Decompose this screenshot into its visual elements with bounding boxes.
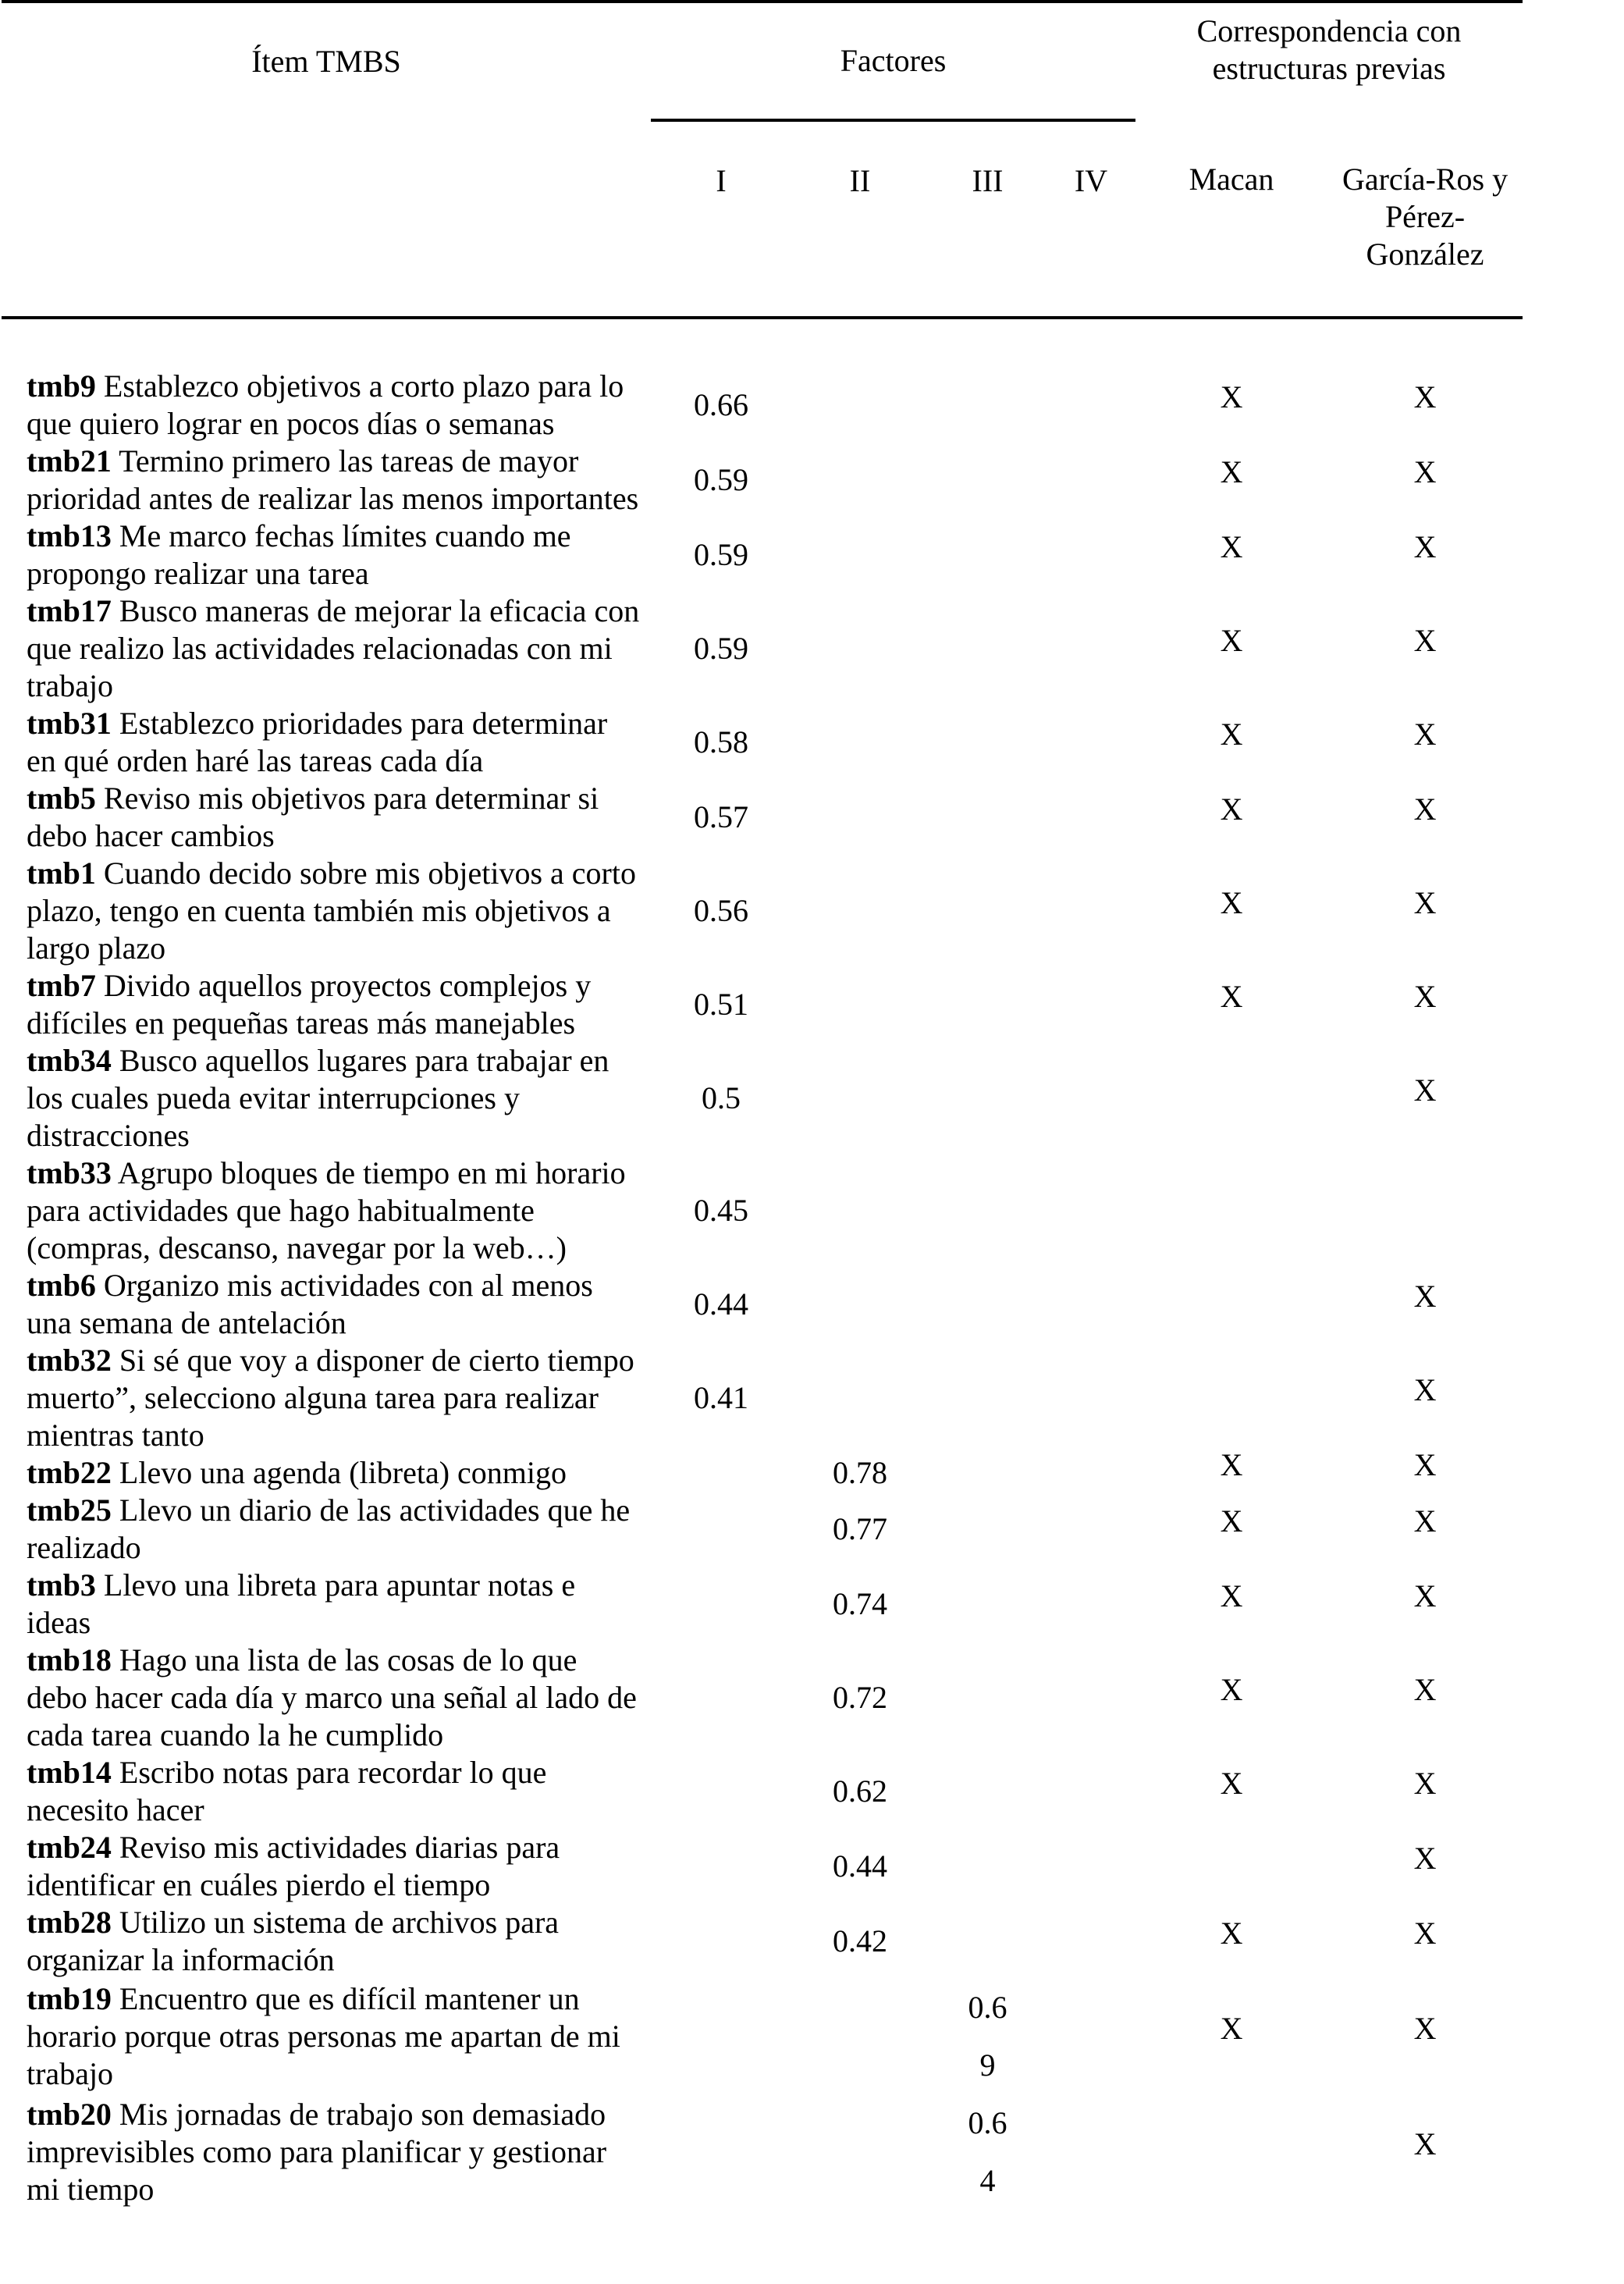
loading-value: 0.42 <box>833 1923 887 1958</box>
factor-3-loading <box>929 592 1047 705</box>
item-cell <box>2 1567 651 1642</box>
factor-4-loading <box>1047 1454 1135 1492</box>
factor-3-loading <box>929 443 1047 518</box>
loading-value: 0.59 <box>694 462 748 497</box>
macan-cell <box>1135 780 1327 855</box>
loading-value: 0.44 <box>833 1848 887 1884</box>
factor-1-loading <box>651 1042 791 1154</box>
table-row <box>2 705 1523 780</box>
garcia-mark: X <box>1413 1578 1437 1613</box>
garcia-cell <box>1327 1567 1523 1642</box>
factor-4-loading <box>1047 1567 1135 1642</box>
garcia-mark: X <box>1413 792 1437 827</box>
factor-4-loading <box>1047 1754 1135 1829</box>
item-cell <box>2 1642 651 1754</box>
table-row <box>2 1567 1523 1642</box>
factor-1-loading <box>651 1642 791 1754</box>
macan-mark: X <box>1220 1916 1243 1951</box>
factor-4-loading <box>1047 2094 1135 2210</box>
header-garcia: García-Ros y Pérez-González <box>1327 120 1523 318</box>
table-row <box>2 1904 1523 1979</box>
factor-1-loading <box>651 1754 791 1829</box>
loading-value: 0.41 <box>694 1380 748 1415</box>
item-code: tmb28 <box>27 1905 112 1940</box>
garcia-mark: X <box>1413 454 1437 489</box>
factor-3-loading <box>929 780 1047 855</box>
factor-3-loading <box>929 368 1047 443</box>
loading-value: 0.64 <box>968 2105 1007 2198</box>
garcia-mark: X <box>1413 2126 1437 2161</box>
factor-2-loading <box>791 1829 929 1904</box>
item-code: tmb34 <box>27 1043 112 1078</box>
factor-1-loading <box>651 780 791 855</box>
loading-value: 0.69 <box>968 1990 1007 2083</box>
garcia-cell <box>1327 1829 1523 1904</box>
factor-2-loading <box>791 518 929 592</box>
loading-value: 0.59 <box>694 537 748 572</box>
loading-value: 0.57 <box>694 799 748 834</box>
garcia-cell <box>1327 1979 1523 2094</box>
factor-2-loading <box>791 1754 929 1829</box>
macan-cell <box>1135 855 1327 967</box>
factor-1-loading <box>651 1567 791 1642</box>
item-text: Llevo un diario de las actividades que he realizado <box>27 1492 631 1565</box>
loading-value: 0.72 <box>833 1680 887 1715</box>
factor-4-loading <box>1047 1267 1135 1342</box>
garcia-mark: X <box>1413 1279 1437 1314</box>
item-text: Agrupo bloques de tiempo en mi horario para actividades que hago habitualmente (compras, descanso, navegar por la web…) <box>27 1155 626 1265</box>
item-text: Llevo una libreta para apuntar notas e ideas <box>27 1567 576 1640</box>
item-code: tmb3 <box>27 1567 96 1603</box>
macan-mark: X <box>1220 1578 1243 1613</box>
factor-3-loading <box>929 1567 1047 1642</box>
loading-value: 0.45 <box>694 1193 748 1228</box>
garcia-cell <box>1327 780 1523 855</box>
item-cell <box>2 1454 651 1492</box>
factor-4-loading <box>1047 443 1135 518</box>
loading-value: 0.59 <box>694 631 748 666</box>
item-text: Busco aquellos lugares para trabajar en los cuales pueda evitar interrupciones y distracciones <box>27 1043 609 1153</box>
macan-mark: X <box>1220 885 1243 920</box>
header-correspondence: Correspondencia con estructuras previas <box>1135 2 1523 120</box>
garcia-mark: X <box>1413 1916 1437 1951</box>
factor-1-loading <box>651 518 791 592</box>
factor-1-loading <box>651 592 791 705</box>
item-code: tmb22 <box>27 1455 112 1490</box>
item-text: Llevo una agenda (libreta) conmigo <box>119 1455 567 1490</box>
factor-3-loading <box>929 705 1047 780</box>
table-row <box>2 443 1523 518</box>
garcia-cell <box>1327 443 1523 518</box>
garcia-cell <box>1327 1642 1523 1754</box>
factor-1-loading <box>651 1829 791 1904</box>
table-row <box>2 1642 1523 1754</box>
factor-4-loading <box>1047 967 1135 1042</box>
item-cell <box>2 2094 651 2210</box>
garcia-cell <box>1327 705 1523 780</box>
item-text: Busco maneras de mejorar la eficacia con que realizo las actividades relacionadas con mi trabajo <box>27 593 640 703</box>
factor-4-loading <box>1047 1154 1135 1267</box>
item-cell <box>2 1904 651 1979</box>
factor-2-loading <box>791 368 929 443</box>
macan-cell <box>1135 1829 1327 1904</box>
factor-loadings-table <box>2 0 1523 2210</box>
factor-3-loading <box>929 1154 1047 1267</box>
factor-3-loading <box>929 1754 1047 1829</box>
table-row <box>2 1342 1523 1454</box>
macan-mark: X <box>1220 623 1243 658</box>
macan-mark: X <box>1220 979 1243 1014</box>
garcia-mark: X <box>1413 885 1437 920</box>
macan-cell <box>1135 1904 1327 1979</box>
item-code: tmb7 <box>27 968 96 1003</box>
macan-mark: X <box>1220 792 1243 827</box>
factor-3-loading <box>929 1042 1047 1154</box>
item-code: tmb32 <box>27 1343 112 1378</box>
header-factor-ii: II <box>791 120 929 318</box>
loading-value: 0.56 <box>694 893 748 928</box>
garcia-mark: X <box>1413 623 1437 658</box>
macan-mark: X <box>1220 1503 1243 1539</box>
factor-2-loading <box>791 1979 929 2094</box>
item-code: tmb33 <box>27 1155 112 1190</box>
item-code: tmb24 <box>27 1830 112 1865</box>
item-code: tmb20 <box>27 2097 112 2132</box>
macan-cell <box>1135 1447 1327 1492</box>
factor-1-loading <box>651 1154 791 1267</box>
item-code: tmb13 <box>27 518 112 553</box>
item-code: tmb19 <box>27 1981 112 2016</box>
factor-2-loading <box>791 1154 929 1267</box>
garcia-mark: X <box>1413 1841 1437 1876</box>
table-row <box>2 780 1523 855</box>
factor-2-loading <box>791 1642 929 1754</box>
factor-1-loading <box>651 2094 791 2210</box>
table-row <box>2 1829 1523 1904</box>
factor-4-loading <box>1047 592 1135 705</box>
loading-value: 0.66 <box>694 387 748 422</box>
garcia-cell <box>1327 967 1523 1042</box>
item-text: Utilizo un sistema de archivos para organizar la información <box>27 1905 560 1977</box>
garcia-mark: X <box>1413 1503 1437 1539</box>
garcia-mark: X <box>1413 1672 1437 1707</box>
factor-4-loading <box>1047 1342 1135 1454</box>
garcia-cell <box>1327 518 1523 592</box>
item-text: Reviso mis objetivos para determinar si debo hacer cambios <box>27 781 599 853</box>
header-macan: Macan <box>1135 120 1327 318</box>
factor-2-loading <box>791 855 929 967</box>
factor-4-loading <box>1047 1042 1135 1154</box>
item-cell <box>2 780 651 855</box>
header-item: Ítem TMBS <box>2 2 651 120</box>
header-factor-iii: III <box>929 120 1047 318</box>
item-text: Encuentro que es difícil mantener un horario porque otras personas me apartan de mi trabajo <box>27 1981 620 2091</box>
factor-3-loading <box>929 2094 1047 2210</box>
item-code: tmb14 <box>27 1755 112 1790</box>
factor-1-loading <box>651 1979 791 2094</box>
item-text: Hago una lista de las cosas de lo que debo hacer cada día y marco una señal al lado de cada tarea cuando la he cumplido <box>27 1642 637 1752</box>
item-cell <box>2 705 651 780</box>
header-factor-iv: IV <box>1047 120 1135 318</box>
item-code: tmb6 <box>27 1268 96 1303</box>
factor-4-loading <box>1047 705 1135 780</box>
garcia-cell <box>1327 1492 1523 1567</box>
factor-2-loading <box>791 1904 929 1979</box>
loading-value: 0.74 <box>833 1586 887 1621</box>
factor-1-loading <box>651 967 791 1042</box>
table-row <box>2 967 1523 1042</box>
factor-4-loading <box>1047 1492 1135 1567</box>
loading-value: 0.51 <box>694 987 748 1022</box>
item-code: tmb5 <box>27 781 96 816</box>
garcia-mark: X <box>1413 979 1437 1014</box>
factor-4-loading <box>1047 780 1135 855</box>
table-row <box>2 592 1523 705</box>
factor-2-loading <box>791 443 929 518</box>
item-cell <box>2 1979 651 2094</box>
garcia-mark: X <box>1413 1073 1437 1108</box>
factor-1-loading <box>651 1267 791 1342</box>
garcia-cell <box>1327 855 1523 967</box>
garcia-cell <box>1327 1904 1523 1979</box>
factor-2-loading <box>791 2094 929 2210</box>
table-row <box>2 368 1523 443</box>
item-text: Mis jornadas de trabajo son demasiado imprevisibles como para planificar y gestionar mi tiempo <box>27 2097 607 2207</box>
item-cell <box>2 1829 651 1904</box>
macan-cell <box>1135 368 1327 443</box>
factor-2-loading <box>791 705 929 780</box>
factor-3-loading <box>929 1642 1047 1754</box>
macan-cell <box>1135 518 1327 592</box>
factor-3-loading <box>929 1342 1047 1454</box>
factor-2-loading <box>791 1267 929 1342</box>
table-row <box>2 1154 1523 1267</box>
item-cell <box>2 1492 651 1567</box>
macan-cell <box>1135 1567 1327 1642</box>
garcia-cell <box>1327 1267 1523 1342</box>
garcia-mark: X <box>1413 717 1437 752</box>
loading-value: 0.44 <box>694 1286 748 1322</box>
item-text: Organizo mis actividades con al menos una semana de antelación <box>27 1268 593 1340</box>
item-text: Escribo notas para recordar lo que necesito hacer <box>27 1755 547 1827</box>
factor-1-loading <box>651 855 791 967</box>
factor-3-loading <box>929 518 1047 592</box>
item-code: tmb21 <box>27 443 112 479</box>
factor-3-loading <box>929 1454 1047 1492</box>
macan-mark: X <box>1220 454 1243 489</box>
garcia-cell <box>1327 1754 1523 1829</box>
factor-4-loading <box>1047 855 1135 967</box>
macan-mark: X <box>1220 1672 1243 1707</box>
macan-mark: X <box>1220 1447 1243 1482</box>
garcia-mark: X <box>1413 379 1437 414</box>
garcia-cell <box>1327 1447 1523 1492</box>
macan-cell <box>1135 1754 1327 1829</box>
factor-2-loading <box>791 780 929 855</box>
item-cell <box>2 443 651 518</box>
macan-cell <box>1135 1979 1327 2094</box>
factor-1-loading <box>651 1904 791 1979</box>
factor-3-loading <box>929 855 1047 967</box>
table-row <box>2 1042 1523 1154</box>
factor-2-loading <box>791 592 929 705</box>
item-text: Si sé que voy a disponer de cierto tiempo muerto”, selecciono alguna tarea para realizar mientras tanto <box>27 1343 634 1453</box>
macan-cell <box>1135 1267 1327 1342</box>
macan-mark: X <box>1220 717 1243 752</box>
factor-1-loading <box>651 368 791 443</box>
macan-cell <box>1135 1042 1327 1154</box>
table-row <box>2 1754 1523 1829</box>
factor-4-loading <box>1047 518 1135 592</box>
factor-3-loading <box>929 967 1047 1042</box>
item-text: Divido aquellos proyectos complejos y difíciles en pequeñas tareas más manejables <box>27 968 592 1041</box>
loading-value: 0.77 <box>833 1511 887 1546</box>
item-cell <box>2 1154 651 1267</box>
header-factor-i: I <box>651 120 791 318</box>
factor-4-loading <box>1047 1829 1135 1904</box>
garcia-cell <box>1327 2094 1523 2210</box>
macan-mark: X <box>1220 2011 1243 2046</box>
factor-2-loading <box>791 967 929 1042</box>
macan-cell <box>1135 592 1327 705</box>
item-text: Establezco prioridades para determinar en qué orden haré las tareas cada día <box>27 706 608 778</box>
item-cell <box>2 368 651 443</box>
macan-mark: X <box>1220 529 1243 564</box>
factor-2-loading <box>791 1567 929 1642</box>
item-cell <box>2 518 651 592</box>
macan-mark: X <box>1220 379 1243 414</box>
macan-cell <box>1135 967 1327 1042</box>
header-empty <box>2 120 651 318</box>
item-cell <box>2 592 651 705</box>
item-text: Termino primero las tareas de mayor prioridad antes de realizar las menos importantes <box>27 443 639 516</box>
factor-4-loading <box>1047 1642 1135 1754</box>
item-cell <box>2 1754 651 1829</box>
loading-value: 0.62 <box>833 1773 887 1809</box>
factor-1-loading <box>651 1454 791 1492</box>
item-code: tmb17 <box>27 593 112 628</box>
garcia-cell <box>1327 1342 1523 1454</box>
garcia-cell <box>1327 368 1523 443</box>
macan-cell <box>1135 443 1327 518</box>
garcia-mark: X <box>1413 1447 1437 1482</box>
factor-3-loading <box>929 1979 1047 2094</box>
item-cell <box>2 1267 651 1342</box>
garcia-mark: X <box>1413 1372 1437 1407</box>
table-row <box>2 2094 1523 2210</box>
factor-1-loading <box>651 443 791 518</box>
factor-2-loading <box>791 1342 929 1454</box>
macan-cell <box>1135 1642 1327 1754</box>
factor-3-loading <box>929 1829 1047 1904</box>
table-row <box>2 855 1523 967</box>
factor-4-loading <box>1047 368 1135 443</box>
table-row <box>2 1979 1523 2094</box>
item-text: Cuando decido sobre mis objetivos a corto plazo, tengo en cuenta también mis objetivos a largo plazo <box>27 856 636 966</box>
macan-mark: X <box>1220 1766 1243 1801</box>
factor-2-loading <box>791 1454 929 1492</box>
factor-3-loading <box>929 1267 1047 1342</box>
macan-cell <box>1135 2094 1327 2210</box>
table-row <box>2 1454 1523 1492</box>
macan-cell <box>1135 705 1327 780</box>
item-text: Establezco objetivos a corto plazo para lo que quiero lograr en pocos días o semanas <box>27 368 624 441</box>
item-code: tmb25 <box>27 1492 112 1528</box>
table-row <box>2 1492 1523 1567</box>
macan-cell <box>1135 1154 1327 1267</box>
factor-2-loading <box>791 1042 929 1154</box>
table-row <box>2 1267 1523 1342</box>
loading-value: 0.5 <box>702 1080 741 1115</box>
item-text: Me marco fechas límites cuando me propongo realizar una tarea <box>27 518 571 591</box>
factor-4-loading <box>1047 1904 1135 1979</box>
factor-3-loading <box>929 1904 1047 1979</box>
item-code: tmb18 <box>27 1642 112 1677</box>
garcia-mark: X <box>1413 1766 1437 1801</box>
factor-3-loading <box>929 1492 1047 1567</box>
table-row <box>2 518 1523 592</box>
factor-1-loading <box>651 1342 791 1454</box>
item-code: tmb1 <box>27 856 96 891</box>
garcia-cell <box>1327 1154 1523 1267</box>
item-text: Reviso mis actividades diarias para identificar en cuáles pierdo el tiempo <box>27 1830 560 1902</box>
factor-4-loading <box>1047 1979 1135 2094</box>
macan-cell <box>1135 1492 1327 1567</box>
macan-cell <box>1135 1342 1327 1454</box>
loading-value: 0.78 <box>833 1455 887 1490</box>
loading-value: 0.58 <box>694 724 748 760</box>
item-code: tmb9 <box>27 368 96 404</box>
factor-2-loading <box>791 1492 929 1567</box>
item-cell <box>2 1342 651 1454</box>
factor-1-loading <box>651 1492 791 1567</box>
garcia-mark: X <box>1413 529 1437 564</box>
garcia-cell <box>1327 1042 1523 1154</box>
factor-1-loading <box>651 705 791 780</box>
item-cell <box>2 855 651 967</box>
item-cell <box>2 1042 651 1154</box>
item-code: tmb31 <box>27 706 112 741</box>
item-cell <box>2 967 651 1042</box>
header-factors: Factores <box>651 2 1135 120</box>
garcia-cell <box>1327 592 1523 705</box>
garcia-mark: X <box>1413 2011 1437 2046</box>
